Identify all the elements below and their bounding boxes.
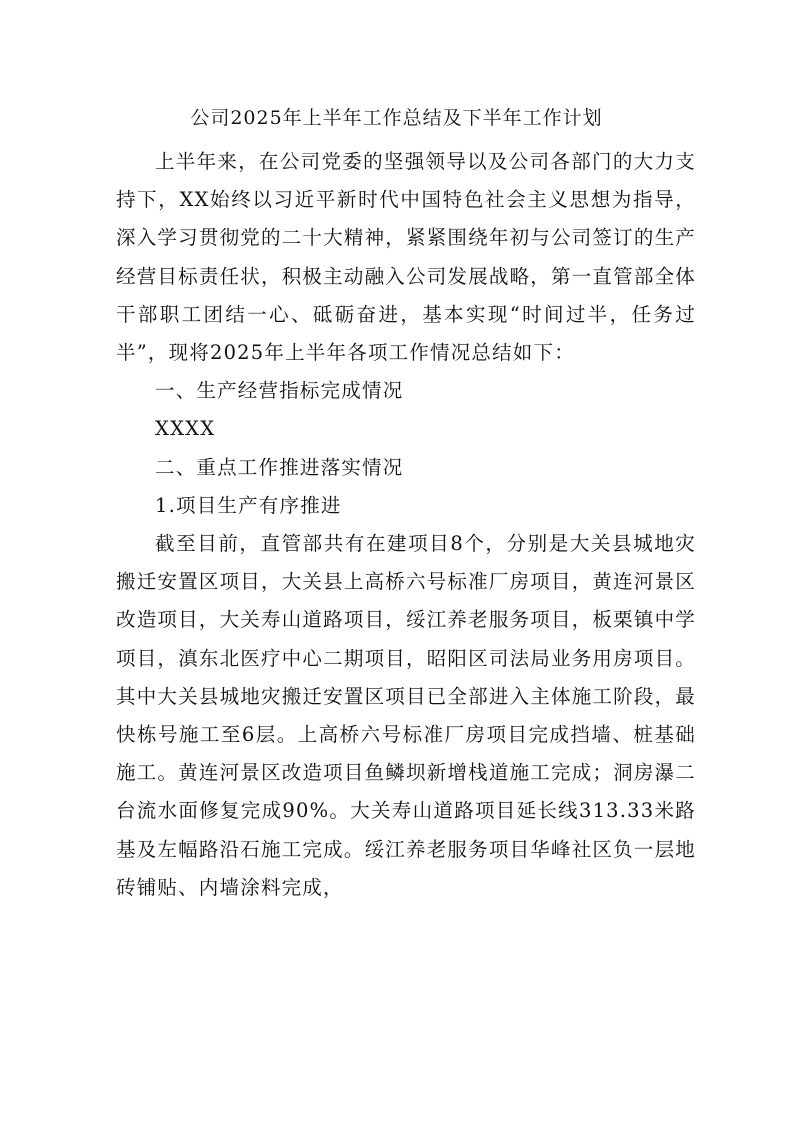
subsection-heading-project-production: 1.项目生产有序推进 bbox=[155, 493, 342, 517]
project-progress-paragraph: 截至目前，直管部共有在建项目8个，分别是大关县城地灾搬迁安置区项目，大关县上高桥六号标准厂房项目，黄连河景区改造项目，大关寿山道路项目，绥江养老服务项目，板栗镇中学项目，滇东北医疗中心二期项目，昭阳区司法局业务用房项目。其中大关县城地灾搬迁安置区项目已全部进入主体施工阶段，最快栋号施工至6层。上高桥六号标准厂房项目完成挡墙、桩基础施工。黄连河景区改造项目鱼鳞坝新增栈道施工完成；洞房瀑二台流水面修复完成90%。大关寿山道路项目延长线313.33米路基及左幅路沿石施工完成。绥江养老服务项目华峰社区负一层地砖铺贴、内墙涂料完成， bbox=[116, 532, 696, 899]
document-body bbox=[116, 143, 696, 907]
document-title: 公司2025年上半年工作总结及下半年工作计划 bbox=[190, 107, 603, 129]
intro-paragraph: 上半年来，在公司党委的坚强领导以及公司各部门的大力支持下，XX始终以习近平新时代中国特色社会主义思想为指导，深入学习贯彻党的二十大精神，紧紧围绕年初与公司签订的生产经营目标责任状，积极主动融入公司发展战略，第一直管部全体干部职工团结一心、砥砺奋进，基本实现“时间过半，任务过半”，现将2025年上半年各项工作情况总结如下： bbox=[116, 150, 696, 365]
section-heading-production: 一、生产经营指标完成情况 bbox=[155, 379, 404, 403]
section-heading-key-work: 二、重点工作推进落实情况 bbox=[155, 455, 404, 479]
section-placeholder-text: XXXX bbox=[155, 417, 216, 441]
